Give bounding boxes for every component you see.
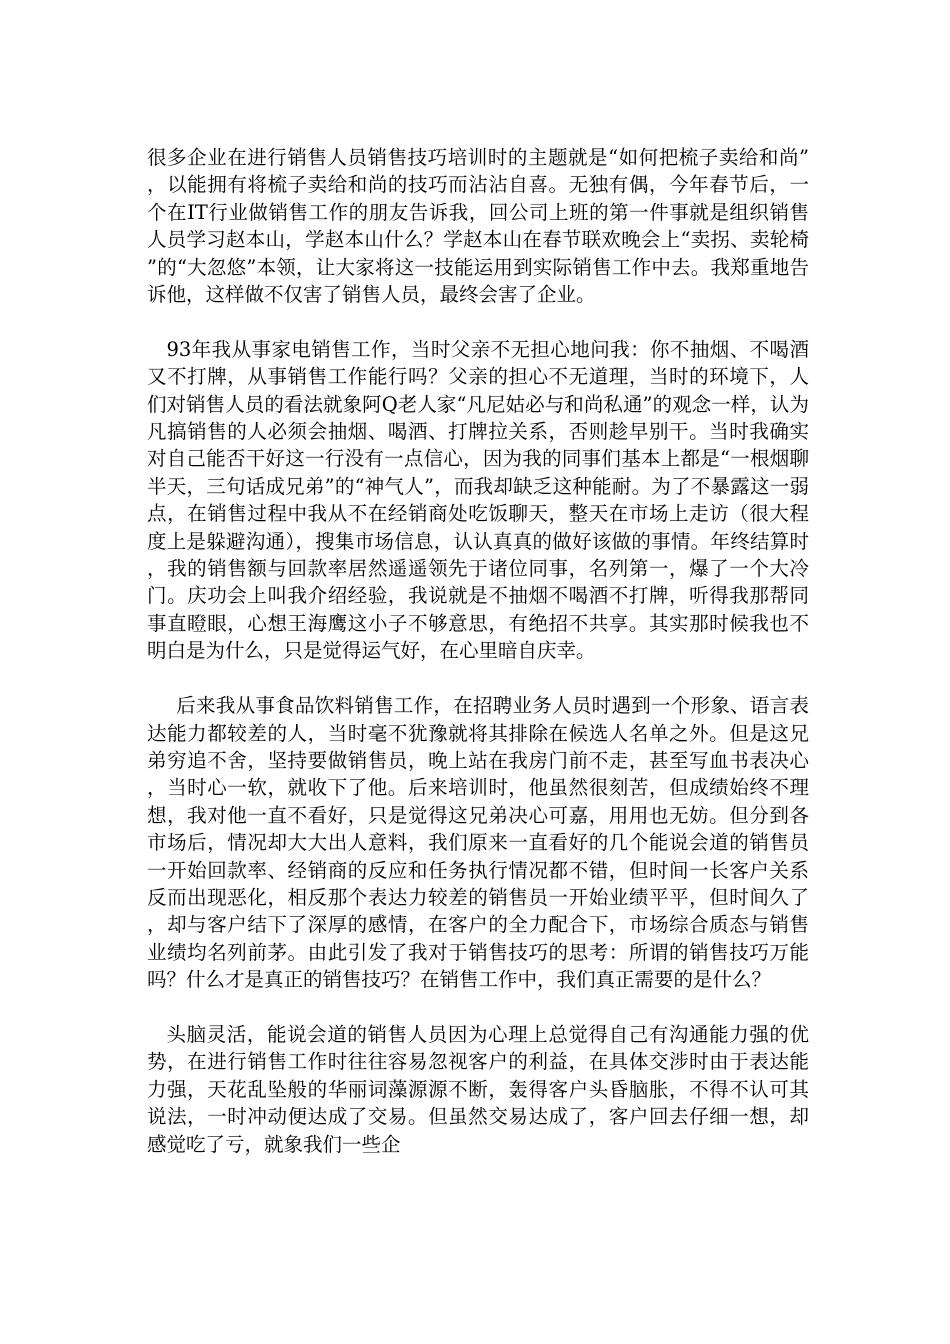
paragraph-3: 后来我从事食品饮料销售工作，在招聘业务人员时遇到一个形象、语言表达能力都较差的人，当时毫不犹豫就将其排除在候选人名单之外。但是这兄弟穷追不舍，坚持要做销售员，晚上站在我房门前不走，甚至写血书表决心，当时心一软，就收下了他。后来培训时，他虽然很刻苦，但成绩始终不理想，我对他一直不看好，只是觉得这兄弟决心可嘉，用用也无妨。但分到各市场后，情况却大大出人意料，我们原来一直看好的几个能说会道的销售员一开始回款率、经销商的反应和任务执行情况都不错，但时间一长客户关系反而出现恶化，相反那个表达力较差的销售员一开始业绩平平，但时间久了，却与客户结下了深厚的感情，在客户的全力配合下，市场综合质态与销售业绩均名列前茅。由此引发了我对于销售技巧的思考：所谓的销售技巧万能吗？什么才是真正的销售技巧？在销售工作中，我们真正需要的是什么？: [147, 694, 809, 992]
paragraph-1: 很多企业在进行销售人员销售技巧培训时的主题就是“如何把梳子卖给和尚”，以能拥有将梳子卖给和尚的技巧而沾沾自喜。无独有偶，今年春节后，一个在IT行业做销售工作的朋友告诉我，回公司上班的第一件事就是组织销售人员学习赵本山，学赵本山什么？学赵本山在春节联欢晚会上“卖拐、卖轮椅”的“大忽悠”本领，让大家将这一技能运用到实际销售工作中去。我郑重地告诉他，这样做不仅害了销售人员，最终会害了企业。: [147, 146, 809, 307]
paragraph-2: 93年我从事家电销售工作，当时父亲不无担心地问我：你不抽烟、不喝酒又不打牌，从事销售工作能行吗？父亲的担心不无道理，当时的环境下，人们对销售人员的看法就象阿Q老人家“凡尼姑必与和尚私通”的观念一样，认为凡搞销售的人必须会抽烟、喝酒、打牌拉关系，否则趁早别干。当时我确实对自己能否干好这一行没有一点信心，因为我的同事们基本上都是“一根烟聊半天，三句话成兄弟”的“神气人”，而我却缺乏这种能耐。为了不暴露这一弱点，在销售过程中我从不在经销商处吃饭聊天，整天在市场上走访（很大程度上是躲避沟通），搜集市场信息，认认真真的做好该做的事情。年终结算时，我的销售额与回款率居然遥遥领先于诸位同事，名列第一，爆了一个大冷门。庆功会上叫我介绍经验，我说就是不抽烟不喝酒不打牌，听得我那帮同事直瞪眼，心想王海鹰这小子不够意思，有绝招不共享。其实那时候我也不明白是为什么，只是觉得运气好，在心里暗自庆幸。: [147, 337, 809, 663]
article-body: [147, 144, 809, 1185]
paragraph-4: 头脑灵活，能说会道的销售人员因为心理上总觉得自己有沟通能力强的优势，在进行销售工作时往往容易忽视客户的利益，在具体交涉时由于表达能力强，天花乱坠般的华丽词藻源源不断，轰得客户头昏脑胀，不得不认可其说法，一时冲动便达成了交易。但虽然交易达成了，客户回去仔细一想，却感觉吃了亏，就象我们一些企: [147, 1022, 809, 1156]
